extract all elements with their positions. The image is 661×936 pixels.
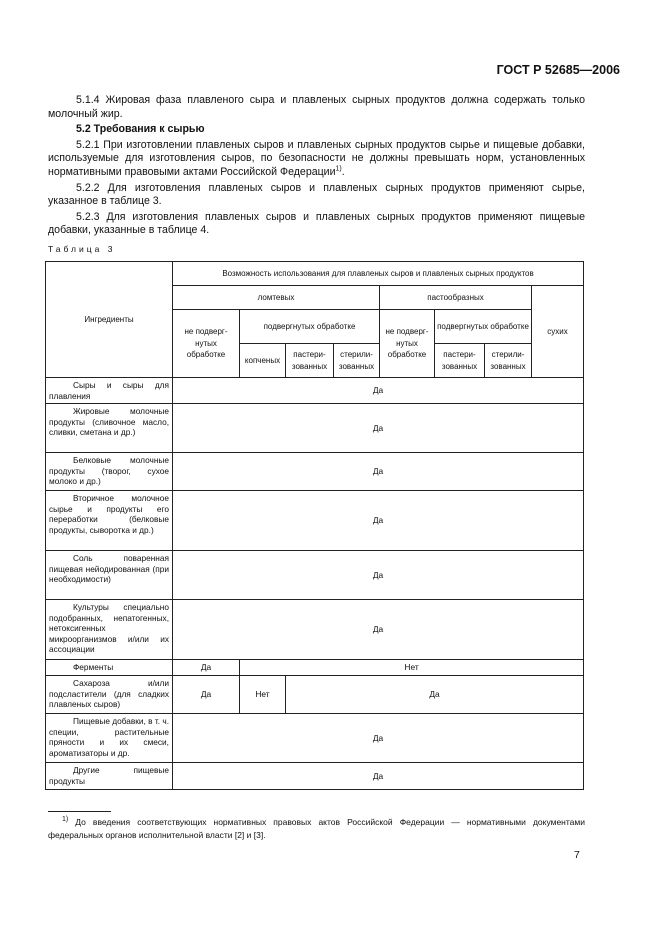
ingredient-cell: Сыры и сыры для плавления — [46, 378, 173, 404]
value-cell: Нет — [240, 660, 584, 676]
table-row — [46, 491, 584, 551]
value-cell: Нет — [240, 676, 286, 714]
header-sliced-pasteurized: пастери-зованных — [286, 344, 334, 378]
value-cell: Да — [173, 676, 240, 714]
value-cell: Да — [173, 714, 584, 763]
footnote-text: До введения соответствующих нормативных правовых актов Российской Федерации — нормативными документами федеральных органов исполнительной власти [2] и [3]. — [48, 817, 585, 840]
header-ingredients: Ингредиенты — [46, 262, 173, 378]
table-caption: Таблица 3 — [48, 244, 116, 254]
value-cell: Да — [173, 660, 240, 676]
value-cell: Да — [173, 404, 584, 453]
header-possibility: Возможность использования для плавленых сыров и плавленых сырных продуктов — [173, 262, 584, 286]
table-row — [46, 404, 584, 453]
header-pasty-pasteurized: пастери-зованных — [435, 344, 485, 378]
ingredient-cell: Вторичное молочное сырье и продукты его переработки (белковые продукты, сыворотка и др.) — [46, 491, 173, 551]
table-row — [46, 453, 584, 491]
page-number: 7 — [574, 849, 580, 861]
paragraph-5-2-2: 5.2.2 Для изготовления плавленых сыров и плавленых сырных продуктов применяют сырье, указанное в таблице 3. — [48, 181, 585, 208]
value-cell: Да — [173, 453, 584, 491]
ingredient-cell: Ферменты — [46, 660, 173, 676]
ingredient-cell: Белковые молочные продукты (творог, сухое молоко и др.) — [46, 453, 173, 491]
table-row — [46, 763, 584, 790]
table-row — [46, 660, 584, 676]
table-row — [46, 714, 584, 763]
paragraph-5-1-4: 5.1.4 Жировая фаза плавленого сыра и плавленых сырных продуктов должна содержать только молочный жир. — [48, 94, 585, 120]
footnote — [48, 816, 585, 842]
ingredient-cell: Сахароза и/или подсластители (для сладких плавленых сыров) — [46, 676, 173, 714]
ingredient-cell: Жировые молочные продукты (сливочное масло, сливки, сметана и др.) — [46, 404, 173, 453]
value-cell: Да — [173, 491, 584, 551]
footnote-mark: 1) — [62, 816, 69, 824]
table-row — [46, 551, 584, 600]
header-sliced-not-processed: не подверг-нутых обработке — [173, 310, 240, 378]
header-pasty: пастообразных — [380, 286, 532, 310]
header-pasty-processed: подвергнутых обработке — [435, 310, 532, 344]
value-cell: Да — [173, 763, 584, 790]
body-text — [48, 94, 585, 240]
footnote-divider — [48, 811, 111, 812]
header-dry: сухих — [532, 286, 584, 378]
ingredients-table — [45, 261, 584, 790]
paragraph-5-2-3: 5.2.3 Для изготовления плавленых сыров и плавленых сырных продуктов применяют пищевые добавки, указанные в таблице 4. — [48, 210, 585, 237]
value-cell: Да — [173, 551, 584, 600]
ingredient-cell: Культуры специально подобранных, непатогенных, нетоксигенных микроорганизмов и/или их ассоциации — [46, 600, 173, 660]
header-sliced-processed: подвергнутых обработке — [240, 310, 380, 344]
header-sliced-sterilized: стерили-зованных — [334, 344, 380, 378]
header-pasty-not-processed: не подверг-нутых обработке — [380, 310, 435, 378]
header-pasty-sterilized: стерили-зованных — [485, 344, 532, 378]
ingredient-cell: Другие пищевые продукты — [46, 763, 173, 790]
ingredient-cell: Пищевые добавки, в т. ч. специи, растительные пряности и их смеси, ароматизаторы и др. — [46, 714, 173, 763]
value-cell: Да — [173, 378, 584, 404]
section-5-2-title: 5.2 Требования к сырью — [76, 123, 205, 136]
table-row — [46, 378, 584, 404]
value-cell: Да — [286, 676, 584, 714]
header-sliced: ломтевых — [173, 286, 380, 310]
paragraph-5-2-1: 5.2.1 При изготовлении плавленых сыров и плавленых сырных продуктов сырье и пищевые добавки, используемые для изготовления сыров, по безопасности не должны превышать норм, установленных нормативными правовыми актами Российской Федерации$^{1)}$. — [48, 138, 585, 178]
footnote-ref: 1) — [335, 165, 342, 173]
value-cell: Да — [173, 600, 584, 660]
table-row — [46, 676, 584, 714]
table-row — [46, 600, 584, 660]
header-smoked: копченых — [240, 344, 286, 378]
document-code: ГОСТ Р 52685—2006 — [496, 63, 620, 77]
ingredient-cell: Соль поваренная пищевая нейодированная (при необходимости) — [46, 551, 173, 600]
